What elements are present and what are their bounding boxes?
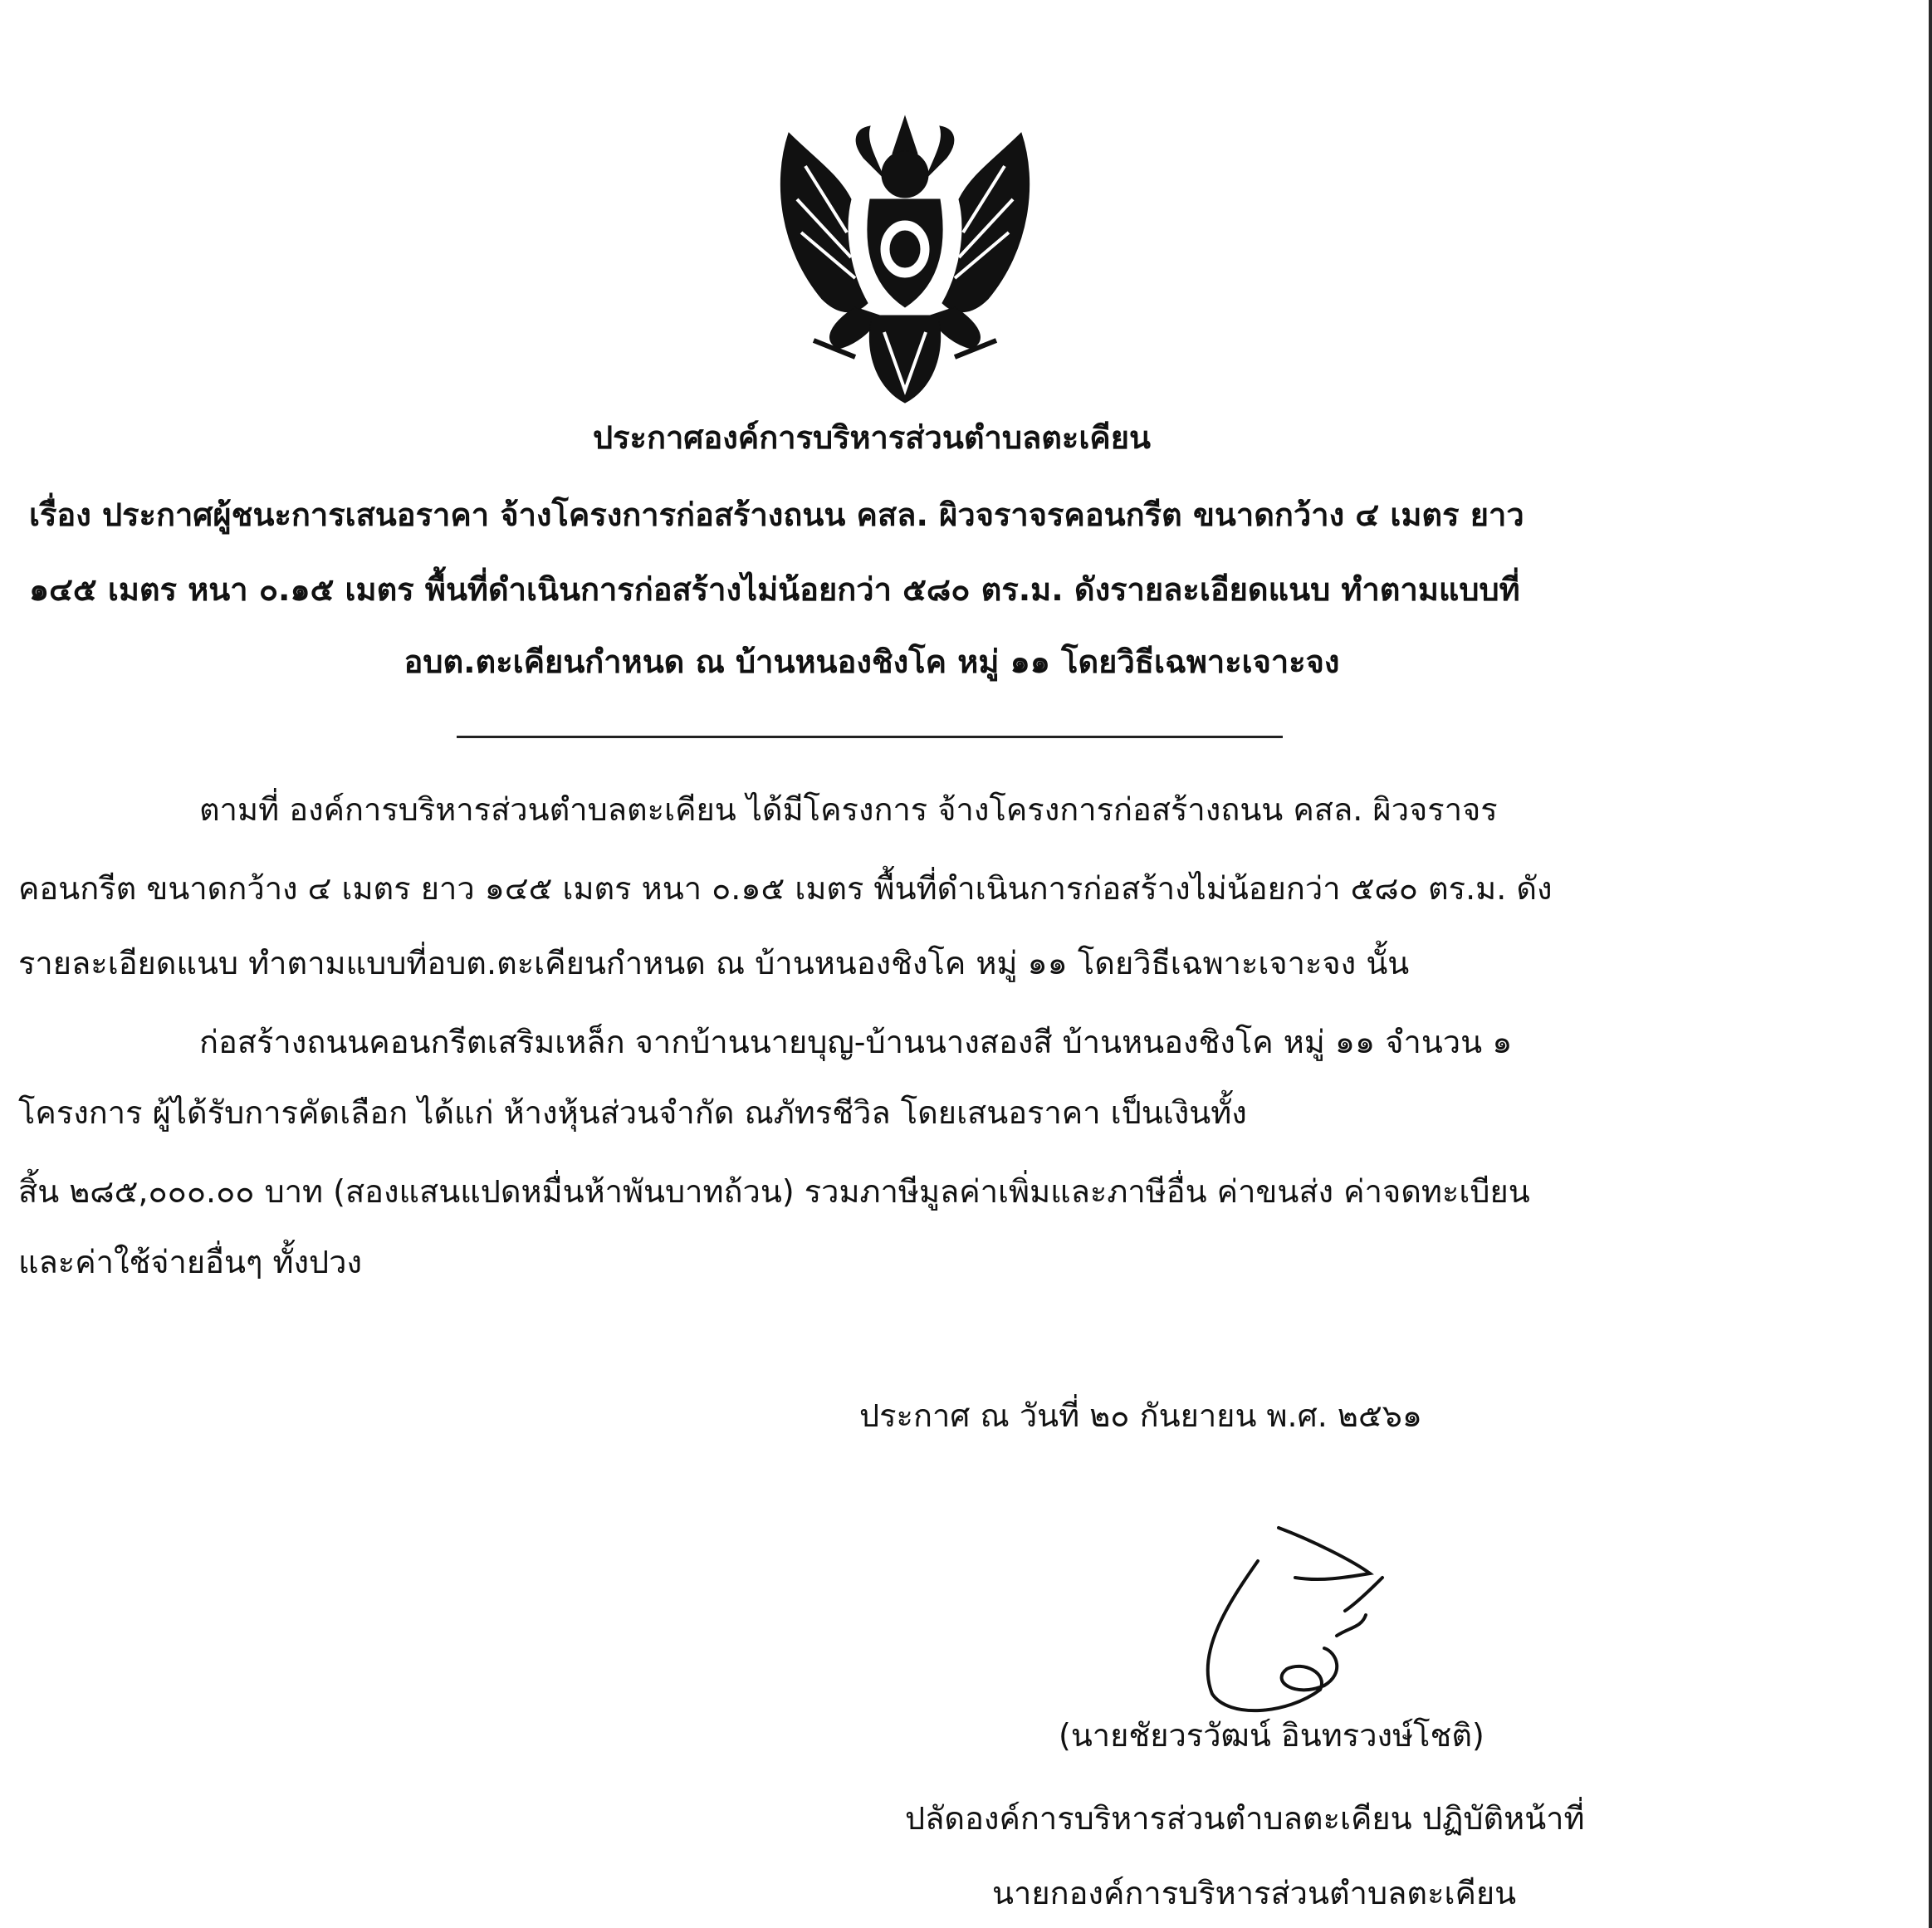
signer-name: (นายชัยวรวัฒน์ อินทรวงษ์โชติ) xyxy=(1059,1717,1484,1754)
org-title: ประกาศองค์การบริหารส่วนตำบลตะเคียน xyxy=(593,419,1151,456)
para2-line-2: โครงการ ผู้ได้รับการคัดเลือก ได้แก่ ห้างหุ้นส่วนจำกัด ณภัทรชีวิล โดยเสนอราคา เป็นเงินทั้ง xyxy=(18,1094,1247,1131)
para2-line-4: และค่าใช้จ่ายอื่นๆ ทั้งปวง xyxy=(18,1244,363,1280)
subject-line-2: ๑๔๕ เมตร หนา ๐.๑๕ เมตร พื้นที่ดำเนินการก่อสร้างไม่น้อยกว่า ๕๘๐ ตร.ม. ดังรายละเอียดแนบ ทำตามแบบที่ xyxy=(29,571,1520,608)
para2-line-3: สิ้น ๒๘๕,๐๐๐.๐๐ บาท (สองแสนแปดหมื่นห้าพันบาทถ้วน) รวมภาษีมูลค่าเพิ่มและภาษีอื่น ค่าขนส่ง ค่าจดทะเบียน xyxy=(18,1173,1530,1210)
scan-edge xyxy=(1929,0,1932,1928)
para1-line-3: รายละเอียดแนบ ทำตามแบบที่อบต.ตะเคียนกำหนด ณ บ้านหนองชิงโค หมู่ ๑๑ โดยวิธีเฉพาะเจาะจง นั้น xyxy=(18,945,1410,981)
para2-line-1: ก่อสร้างถนนคอนกรีตเสริมเหล็ก จากบ้านนายบุญ-บ้านนางสองสี บ้านหนองชิงโค หมู่ ๑๑ จำนวน ๑ xyxy=(199,1024,1513,1060)
signer-title-2: นายกองค์การบริหารส่วนตำบลตะเคียน xyxy=(992,1875,1517,1911)
para1-line-2: คอนกรีต ขนาดกว้าง ๔ เมตร ยาว ๑๔๕ เมตร หนา ๐.๑๕ เมตร พื้นที่ดำเนินการก่อสร้างไม่น้อยกว่า ๕๘๐ ตร.ม. ดัง xyxy=(18,870,1553,907)
garuda-emblem-icon xyxy=(772,108,1038,407)
subject-line-3: อบต.ตะเคียนกำหนด ณ บ้านหนองชิงโค หมู่ ๑๑ โดยวิธีเฉพาะเจาะจง xyxy=(404,643,1340,680)
date-line: ประกาศ ณ วันที่ ๒๐ กันยายน พ.ศ. ๒๕๖๑ xyxy=(859,1397,1422,1434)
para1-line-1: ตามที่ องค์การบริหารส่วนตำบลตะเคียน ได้มีโครงการ จ้างโครงการก่อสร้างถนน คสล. ผิวจราจร xyxy=(199,791,1498,828)
divider-rule xyxy=(457,736,1283,738)
handwritten-signature-icon xyxy=(1179,1511,1453,1719)
subject-line-1: เรื่อง ประกาศผู้ชนะการเสนอราคา จ้างโครงการก่อสร้างถนน คสล. ผิวจราจรคอนกรีต ขนาดกว้าง ๔ เมตร ยาว xyxy=(29,497,1524,533)
signer-title-1: ปลัดองค์การบริหารส่วนตำบลตะเคียน ปฏิบัติหน้าที่ xyxy=(905,1800,1585,1837)
